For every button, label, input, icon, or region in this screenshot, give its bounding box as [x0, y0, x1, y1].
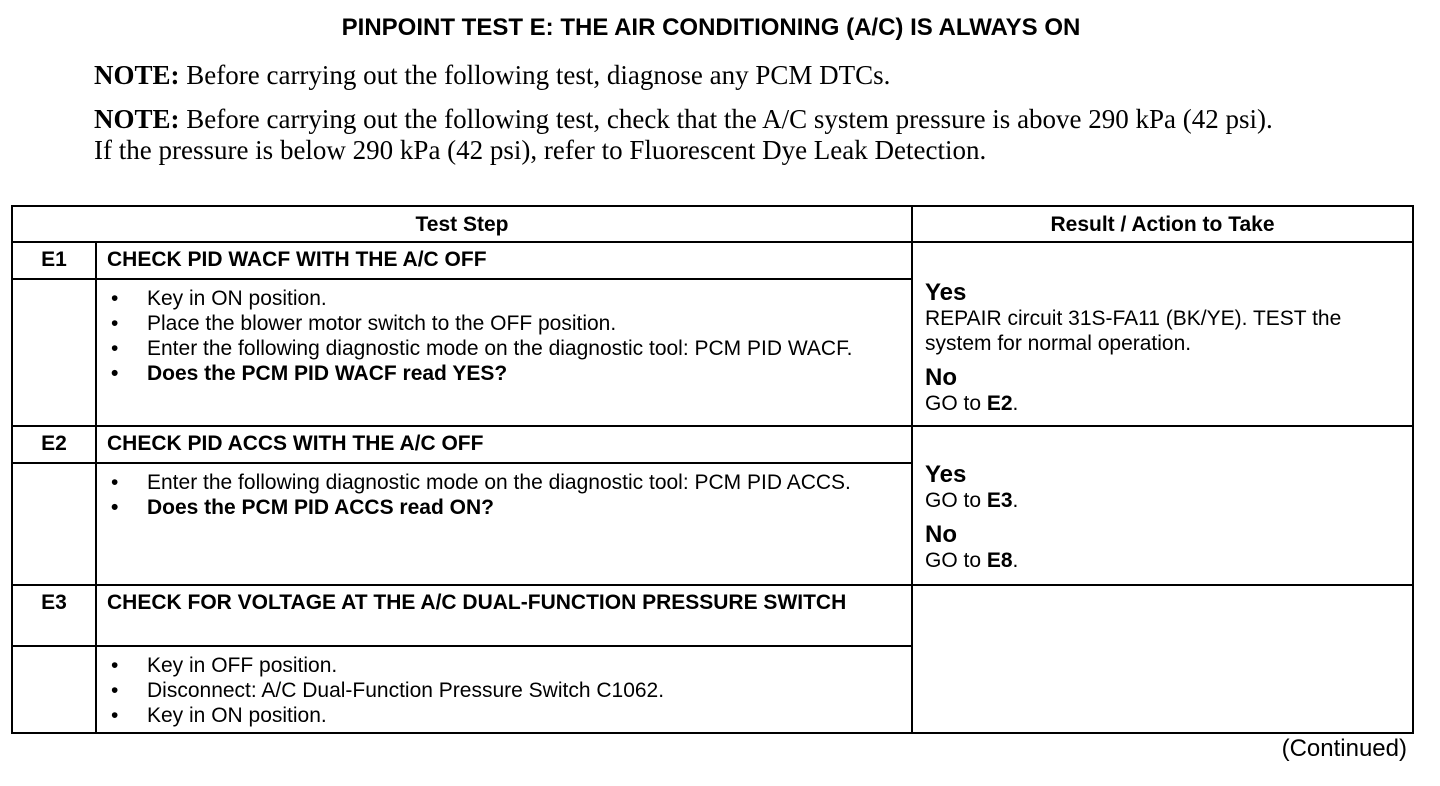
- step-body: [96, 279, 912, 426]
- note-label: NOTE:: [94, 60, 180, 90]
- step-body: [96, 463, 912, 585]
- step-header-row: [12, 585, 1413, 646]
- step-id: E1: [12, 242, 96, 279]
- no-suffix: .: [1012, 549, 1019, 572]
- note-1: [94, 60, 1294, 91]
- step-heading: CHECK PID WACF WITH THE A/C OFF: [96, 242, 912, 279]
- step-result: [912, 242, 1413, 426]
- page-title: PINPOINT TEST E: THE AIR CONDITIONING (A/C) IS ALWAYS ON: [341, 14, 1081, 41]
- step-question: • Does the PCM PID WACF read YES?: [111, 361, 901, 386]
- step-id-blank: [12, 646, 96, 733]
- no-label: No: [925, 364, 957, 391]
- continued-label: (Continued): [1281, 735, 1407, 762]
- note-text: Before carrying out the following test, check that the A/C system pressure is above 290 kPa (42 psi). If the pressure is below 290 kPa (42 psi), refer to Fluorescent Dye Leak Detection.: [94, 104, 1273, 165]
- list-item: • Key in ON position.: [111, 286, 901, 311]
- note-label: NOTE:: [94, 104, 180, 134]
- step-id-blank: [12, 279, 96, 426]
- step-body: [96, 646, 912, 733]
- yes-label: Yes: [925, 279, 967, 306]
- note-text: Before carrying out the following test, diagnose any PCM DTCs.: [179, 60, 891, 90]
- list-item: • Place the blower motor switch to the OFF position.: [111, 311, 901, 336]
- step-list: [111, 653, 901, 728]
- yes-target: E3: [986, 489, 1013, 512]
- step-header-row: [12, 426, 1413, 463]
- header-test-step: Test Step: [12, 206, 912, 242]
- header-result: Result / Action to Take: [912, 206, 1413, 242]
- yes-action: [925, 488, 1402, 513]
- step-result: [912, 426, 1413, 585]
- step-id-blank: [12, 463, 96, 585]
- step-header-row: [12, 242, 1413, 279]
- table-header-row: [12, 206, 1413, 242]
- yes-label: Yes: [925, 461, 967, 488]
- list-item: • Enter the following diagnostic mode on the diagnostic tool: PCM PID ACCS.: [111, 470, 901, 495]
- no-target: E8: [986, 549, 1013, 572]
- step-question: • Does the PCM PID ACCS read ON?: [111, 495, 901, 520]
- step-list: [111, 286, 901, 386]
- list-item: • Key in ON position.: [111, 703, 901, 728]
- no-prefix: GO to: [925, 392, 987, 415]
- pinpoint-test-table: [11, 205, 1414, 734]
- no-label: No: [925, 521, 957, 548]
- step-heading: CHECK FOR VOLTAGE AT THE A/C DUAL-FUNCTION PRESSURE SWITCH: [96, 585, 912, 646]
- step-result: [912, 585, 1413, 733]
- step-list: [111, 470, 901, 520]
- no-suffix: .: [1012, 392, 1019, 415]
- no-action: [925, 391, 1402, 416]
- step-heading: CHECK PID ACCS WITH THE A/C OFF: [96, 426, 912, 463]
- list-item: • Disconnect: A/C Dual-Function Pressure Switch C1062.: [111, 678, 901, 703]
- no-prefix: GO to: [925, 549, 987, 572]
- yes-suffix: .: [1012, 489, 1019, 512]
- no-target: E2: [986, 392, 1013, 415]
- yes-action: REPAIR circuit 31S-FA11 (BK/YE). TEST the system for normal operation.: [925, 307, 1342, 355]
- yes-prefix: GO to: [925, 489, 987, 512]
- note-2: [94, 104, 1294, 166]
- step-id: E3: [12, 585, 96, 646]
- notes: [94, 60, 1294, 179]
- list-item: • Key in OFF position.: [111, 653, 901, 678]
- no-action: [925, 548, 1402, 573]
- list-item: • Enter the following diagnostic mode on the diagnostic tool: PCM PID WACF.: [111, 336, 901, 361]
- step-id: E2: [12, 426, 96, 463]
